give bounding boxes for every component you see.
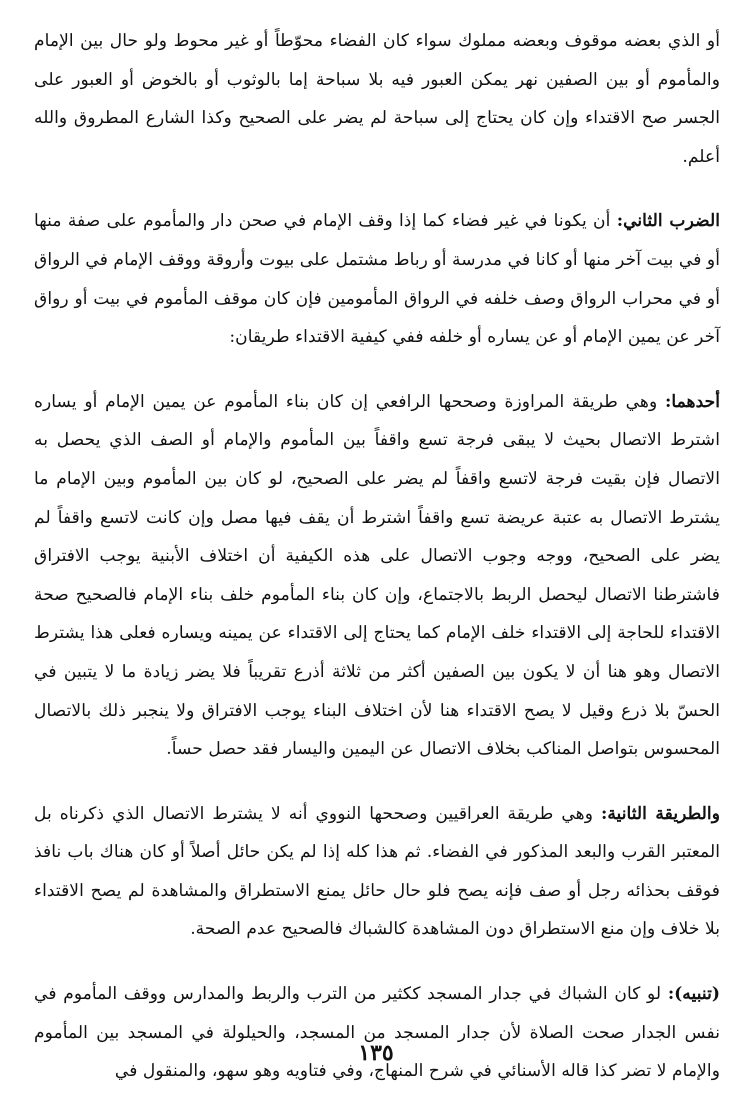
page-number: ١٣٥ [358,1040,394,1066]
document-page [34,22,720,1117]
paragraph-lead: (تنبيه): [667,984,720,1005]
paragraph-lead: والطريقة الثانية: [600,803,720,824]
paragraph-continuation [34,22,720,176]
paragraph-text: وهي طريقة العراقيين وصححها النووي أنه لا يشترط الاتصال الذي ذكرناه بل المعتبر القرب والبعد المذكور في الفضاء. ثم هذا كله إذا لم يكن حائل أصلاً أو كان هناك باب نافذ فوقف بحذائه رجل أو صف فإنه يصح فلو حال حائل يمنع الاستطراق والمشاهدة لم يصح الاقتداء بلا خلاف وإن منع الاستطراق دون المشاهدة كالشباك فالصحيح عدم الصحة. [34,803,720,940]
paragraph-second-type [34,202,720,356]
paragraph-text: أو الذي بعضه موقوف وبعضه مملوك سواء كان الفضاء محوّطاً أو غير محوط ولو حال بين الإمام والمأموم أو بين الصفين نهر يمكن العبور فيه بلا سباحة إما بالوثوب أو بالخوض أو العبور على الجسر صح الاقتداء وإن كان يحتاج إلى سباحة لم يضر على الصحيح وكذا الشارع المطروق والله أعلم. [34,31,720,167]
paragraph-note [34,975,720,1091]
paragraph-second-method [34,795,720,949]
paragraph-text: أن يكونا في غير فضاء كما إذا وقف الإمام في صحن دار والمأموم على صفة منها أو في بيت آخر منها أو كانا في مدرسة أو رباط مشتمل على بيوت وأروقة ووقف الإمام في الرواق أو في محراب الرواق وصف خلفه في الرواق المأمومين فإن كان موقف المأموم في بيت أو رواق آخر عن يمين الإمام أو عن يساره أو خلفه ففي كيفية الاقتداء طريقان: [34,211,720,348]
paragraph-lead: أحدهما: [664,391,720,412]
paragraph-text: لو كان الشباك في جدار المسجد ككثير من الترب والربط والمدارس ووقف المأموم في نفس الجدار صحت الصلاة لأن جدار المسجد من المسجد، والحيلولة في المسجد بين المأموم والإمام لا تضر كذا قاله الأسنائي في شرح المنهاج، وفي فتاويه وهو سهو، والمنقول في [34,984,720,1082]
paragraph-lead: الضرب الثاني: [616,211,720,232]
paragraph-first-method [34,383,720,769]
paragraph-text: وهي طريقة المراوزة وصححها الرافعي إن كان بناء المأموم عن يمين الإمام أو يساره اشترط الاتصال بحيث لا يبقى فرجة تسع واقفاً بين المأموم والإمام أو الصف الذي يحصل به الاتصال فإن بقيت فرجة لاتسع واقفاً لم يضر على الصحيح، لو كان بين المأموم وبين الإمام ما يشترط الاتصال به عتبة عريضة تسع واقفاً اشترط أن يقف فيها مصل وإن كانت لاتسع واقفاً لم يضر على الصحيح، ووجه وجوب الاتصال على هذه الكيفية أن اختلاف الأبنية يوجب الافتراق فاشترطنا الاتصال ليحصل الربط بالاجتماع، وإن كان بناء المأموم خلف بناء الإمام فالصحيح صحة الاقتداء للحاجة إلى الاقتداء خلف الإمام كما يحتاج إلى الاقتداء عن يمينه ويساره فعلى هذا يشترط الاتصال وهو هنا أن لا يكون بين الصفين أكثر من ثلاثة أذرع تقريباً فلا يضر زيادة ما لا يتبين في الحسّ بلا ذرع وقيل لا يصح الاقتداء هنا لأن اختلاف البناء يوجب الافتراق ولا ينجبر ذلك بالاتصال المحسوس بتواصل المناكب بخلاف الاتصال عن اليمين واليسار فقد حصل حساً. [34,391,720,760]
